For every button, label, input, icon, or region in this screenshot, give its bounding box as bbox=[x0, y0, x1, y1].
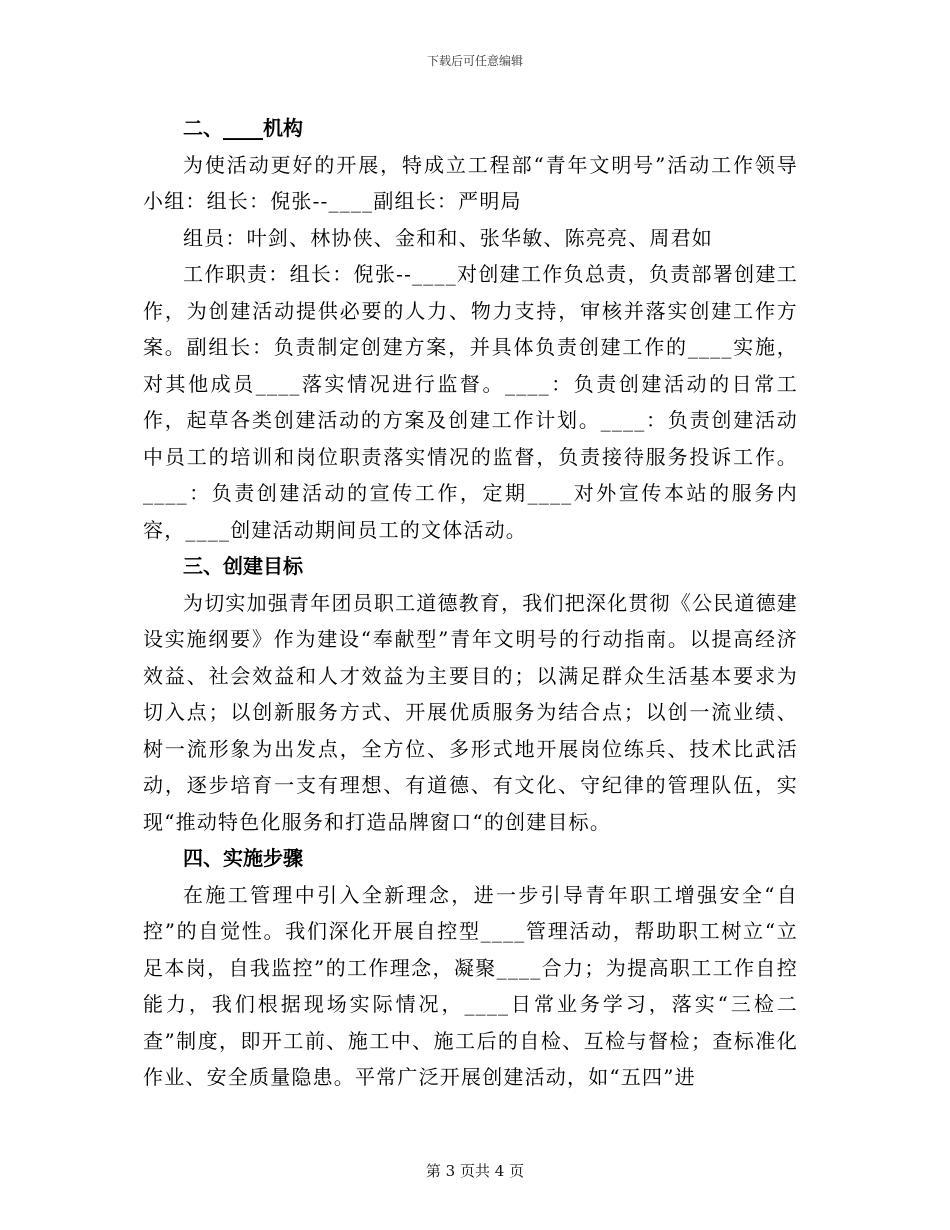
section-steps bbox=[143, 840, 798, 1096]
section-heading: 三、创建目标 bbox=[183, 554, 303, 578]
section-organization bbox=[143, 110, 798, 548]
paragraph: 工作职责：组长：倪张--____对创建工作负总责，负责部署创建工作，为创建活动提供必要的人力、物力支持，审核并落实创建工作方案。副组长：负责制定创建方案，并具体负责创建工作的____实施，对其他成员____落实情况进行监督。____：负责创建活动的日常工作，起草各类创建活动的方案及创建工作计划。____：负责创建活动中员工的培训和岗位职责落实情况的监督，负责接待服务投诉工作。____：负责创建活动的宣传工作，定期____对外宣传本站的服务内容，____创建活动期间员工的文体活动。 bbox=[143, 262, 798, 542]
section-goals bbox=[143, 548, 798, 840]
page-number: 第 3 页共 4 页 bbox=[425, 1162, 525, 1180]
paragraph: 组员：叶剑、林协侠、金和和、张华敏、陈亮亮、周君如 bbox=[183, 225, 713, 250]
document-body bbox=[143, 110, 798, 1096]
section-heading: 二、____机构 bbox=[183, 116, 303, 140]
page-header: 下载后可任意编辑 bbox=[426, 54, 523, 68]
section-heading: 四、实施步骤 bbox=[183, 846, 303, 870]
paragraph: 为使活动更好的开展，特成立工程部“青年文明号”活动工作领导小组：组长：倪张--____副组长：严明局 bbox=[143, 152, 798, 213]
paragraph: 在施工管理中引入全新理念，进一步引导青年职工增强安全“自控”的自觉性。我们深化开展自控型____管理活动，帮助职工树立“立足本岗，自我监控”的工作理念，凝聚____合力；为提高职工工作自控能力，我们根据现场实际情况，____日常业务学习，落实“三检二查”制度，即开工前、施工中、施工后的自检、互检与督检；查标准化作业、安全质量隐患。平常广泛开展创建活动，如“五四”进 bbox=[143, 882, 798, 1089]
paragraph: 为切实加强青年团员职工道德教育，我们把深化贯彻《公民道德建设实施纲要》作为建设“奉献型”青年文明号的行动指南。以提高经济效益、社会效益和人才效益为主要目的；以满足群众生活基本要求为切入点；以创新服务方式、开展优质服务为结合点；以创一流业绩、树一流形象为出发点，全方位、多形式地开展岗位练兵、技术比武活动，逐步培育一支有理想、有道德、有文化、守纪律的管理队伍，实现“推动特色化服务和打造品牌窗口“的创建目标。 bbox=[143, 590, 798, 834]
